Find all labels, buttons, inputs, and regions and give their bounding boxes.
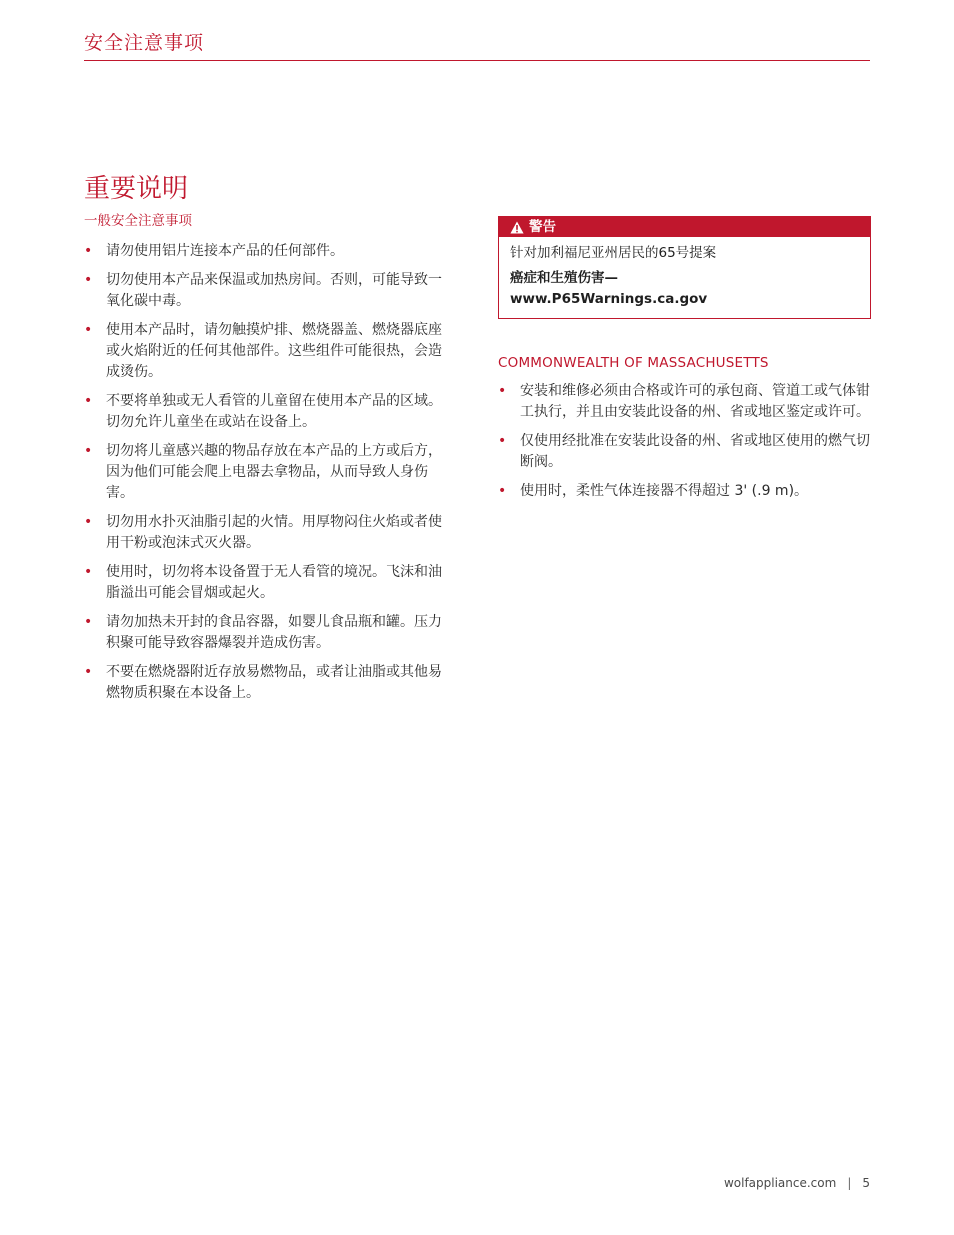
list-item [84, 612, 454, 654]
footer-separator: | [847, 1176, 852, 1190]
page-footer [724, 1174, 870, 1192]
list-item [84, 512, 454, 554]
general-safety-list [84, 241, 454, 712]
warning-body [499, 237, 870, 310]
bullet-icon: • [84, 322, 93, 338]
list-item [84, 562, 454, 604]
list-item [84, 391, 454, 433]
warning-website-link[interactable]: www.P65Warnings.ca.gov [510, 291, 708, 307]
list-item-text: 安装和维修必须由合格或许可的承包商、管道工或气体钳工执行，并且由安装此设备的州、省或地区鉴定或许可。 [520, 383, 870, 420]
warning-header [499, 217, 870, 237]
bullet-icon: • [84, 243, 93, 259]
list-item [84, 270, 454, 312]
warning-prop65-text: 针对加利福尼亚州居民的65号提案 [510, 245, 717, 261]
page-title: 重要说明 [84, 174, 189, 204]
general-safety-heading: 一般安全注意事项 [84, 213, 192, 229]
list-item-text: 请勿加热未开封的食品容器，如婴儿食品瓶和罐。压力积聚可能导致容器爆裂并造成伤害。 [106, 614, 442, 651]
footer-website-link[interactable]: wolfappliance.com [723, 1176, 837, 1190]
list-item-text: 切勿用水扑灭油脂引起的火情。用厚物闷住火焰或者使用干粉或泡沫式灭火器。 [106, 514, 442, 551]
bullet-icon: • [84, 272, 93, 288]
bullet-icon: • [84, 564, 93, 580]
list-item-text: 使用时，切勿将本设备置于无人看管的境况。飞沫和油脂溢出可能会冒烟或起火。 [106, 564, 442, 601]
bullet-icon: • [498, 483, 507, 499]
list-item-text: 使用时，柔性气体连接器不得超过 3' (.9 m)。 [520, 483, 809, 499]
bullet-icon: • [498, 383, 507, 399]
list-item-text: 切勿使用本产品来保温或加热房间。否则，可能导致一氧化碳中毒。 [106, 272, 442, 309]
warning-cancer-text: 癌症和生殖伤害— [510, 270, 618, 286]
list-item-text: 仅使用经批准在安装此设备的州、省或地区使用的燃气切断阀。 [520, 433, 870, 470]
list-item [84, 441, 454, 504]
page-number: 5 [862, 1176, 870, 1190]
bullet-icon: • [84, 393, 93, 409]
warning-label: 警告 [529, 219, 556, 235]
list-item-text: 切勿将儿童感兴趣的物品存放在本产品的上方或后方，因为他们可能会爬上电器去拿物品，从而导致人身伤害。 [106, 443, 442, 501]
list-item [84, 241, 454, 262]
header-divider [84, 60, 870, 61]
list-item-text: 不要将单独或无人看管的儿童留在使用本产品的区域。切勿允许儿童坐在或站在设备上。 [106, 393, 442, 430]
prop65-warning-box [498, 216, 871, 319]
warning-triangle-icon [510, 221, 524, 234]
bullet-icon: • [84, 443, 93, 459]
list-item [498, 381, 870, 423]
bullet-icon: • [498, 433, 507, 449]
list-item-text: 不要在燃烧器附近存放易燃物品，或者让油脂或其他易燃物质积聚在本设备上。 [106, 664, 442, 701]
section-header-title: 安全注意事项 [84, 32, 205, 54]
massachusetts-heading: COMMONWEALTH OF MASSACHUSETTS [498, 355, 769, 371]
list-item [84, 320, 454, 383]
bullet-icon: • [84, 664, 93, 680]
list-item [498, 431, 870, 473]
list-item [498, 481, 870, 502]
list-item [84, 662, 454, 704]
list-item-text: 请勿使用铝片连接本产品的任何部件。 [106, 243, 344, 259]
massachusetts-list [498, 381, 870, 510]
bullet-icon: • [84, 614, 93, 630]
bullet-icon: • [84, 514, 93, 530]
list-item-text: 使用本产品时，请勿触摸炉排、燃烧器盖、燃烧器底座或火焰附近的任何其他部件。这些组件可能很热，会造成烫伤。 [106, 322, 442, 380]
